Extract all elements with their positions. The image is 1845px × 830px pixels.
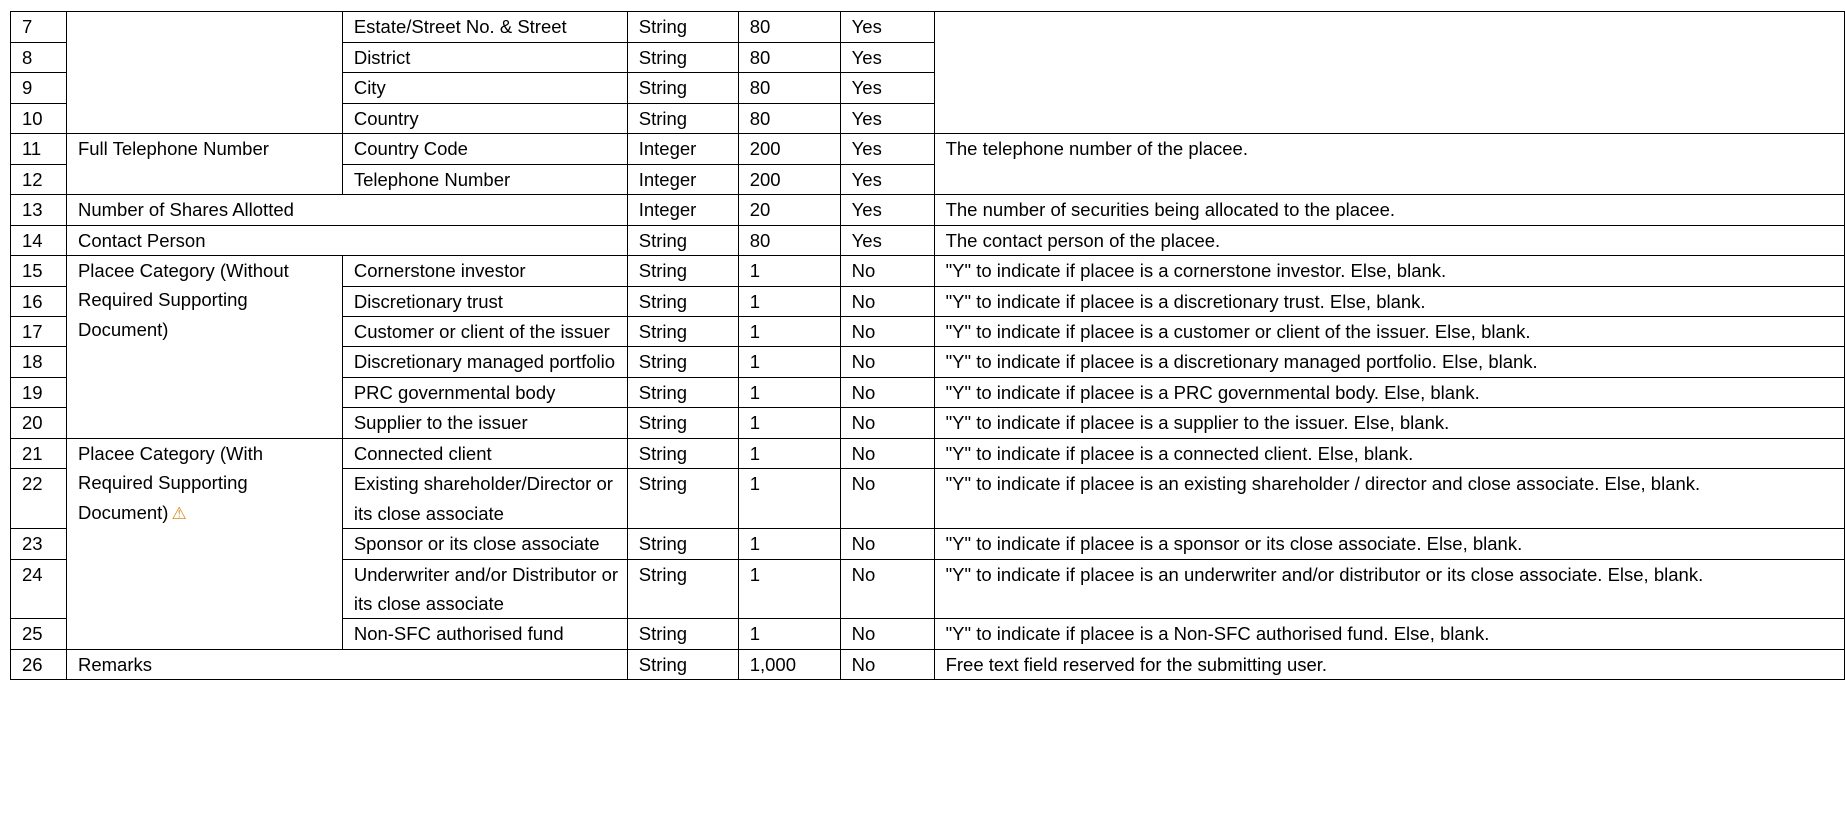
description: The contact person of the placee.: [934, 225, 1844, 256]
mandatory: No: [840, 256, 934, 287]
field-name: Placee Category (Without Required Supporting Document): [66, 256, 342, 439]
subfield-name: Country: [342, 103, 627, 134]
description: "Y" to indicate if placee is a sponsor or its close associate. Else, blank.: [934, 529, 1844, 559]
mandatory: No: [840, 286, 934, 317]
row-number: 13: [11, 195, 67, 226]
row-number: 9: [11, 73, 67, 104]
mandatory: Yes: [840, 42, 934, 73]
subfield-name: Non-SFC authorised fund: [342, 619, 627, 650]
description: "Y" to indicate if placee is a supplier to the issuer. Else, blank.: [934, 408, 1844, 439]
description: "Y" to indicate if placee is a PRC governmental body. Else, blank.: [934, 377, 1844, 408]
description: "Y" to indicate if placee is a connected client. Else, blank.: [934, 438, 1844, 469]
description: "Y" to indicate if placee is an underwriter and/or distributor or its close associate. Else, blank.: [934, 559, 1844, 619]
mandatory: Yes: [840, 73, 934, 104]
mandatory: No: [840, 559, 934, 619]
subfield-name: Sponsor or its close associate: [342, 529, 627, 559]
max-length: 1: [738, 317, 840, 347]
data-type: String: [627, 559, 738, 619]
field-name: Placee Category (With Required Supporting Document): [77, 442, 264, 523]
data-type: String: [627, 469, 738, 529]
data-type: String: [627, 408, 738, 439]
subfield-name: Discretionary managed portfolio: [342, 347, 627, 377]
row-number: 15: [11, 256, 67, 287]
max-length: 1: [738, 438, 840, 469]
description: "Y" to indicate if placee is a customer or client of the issuer. Else, blank.: [934, 317, 1844, 347]
max-length: 20: [738, 195, 840, 226]
subfield-name: Telephone Number: [342, 164, 627, 195]
data-type: String: [627, 438, 738, 469]
field-name-cell: [66, 438, 342, 649]
max-length: 1: [738, 559, 840, 619]
subfield-name: Discretionary trust: [342, 286, 627, 317]
table-row: [11, 225, 1845, 256]
mandatory: No: [840, 438, 934, 469]
mandatory: No: [840, 469, 934, 529]
max-length: 1: [738, 256, 840, 287]
description: "Y" to indicate if placee is an existing shareholder / director and close associate. Else, blank.: [934, 469, 1844, 529]
table-row: [11, 438, 1845, 469]
max-length: 1: [738, 529, 840, 559]
mandatory: No: [840, 408, 934, 439]
table-row: [11, 649, 1845, 680]
description: "Y" to indicate if placee is a Non-SFC authorised fund. Else, blank.: [934, 619, 1844, 650]
row-number: 16: [11, 286, 67, 317]
mandatory: Yes: [840, 12, 934, 43]
data-type: String: [627, 529, 738, 559]
row-number: 8: [11, 42, 67, 73]
row-number: 7: [11, 12, 67, 43]
table-row: [11, 256, 1845, 287]
warning-icon: ⚠: [171, 503, 187, 523]
field-spec-table: [10, 11, 1845, 680]
subfield-name: Estate/Street No. & Street: [342, 12, 627, 43]
data-type: String: [627, 619, 738, 650]
max-length: 80: [738, 225, 840, 256]
subfield-name: Country Code: [342, 134, 627, 165]
max-length: 1,000: [738, 649, 840, 680]
mandatory: No: [840, 529, 934, 559]
description: The number of securities being allocated to the placee.: [934, 195, 1844, 226]
table-row: [11, 195, 1845, 226]
row-number: 11: [11, 134, 67, 165]
max-length: 80: [738, 42, 840, 73]
max-length: 80: [738, 73, 840, 104]
max-length: 1: [738, 469, 840, 529]
description: "Y" to indicate if placee is a discretionary managed portfolio. Else, blank.: [934, 347, 1844, 377]
subfield-name: Customer or client of the issuer: [342, 317, 627, 347]
mandatory: No: [840, 377, 934, 408]
data-type: String: [627, 317, 738, 347]
description: "Y" to indicate if placee is a discretionary trust. Else, blank.: [934, 286, 1844, 317]
field-name: Remarks: [66, 649, 627, 680]
mandatory: Yes: [840, 225, 934, 256]
mandatory: No: [840, 347, 934, 377]
data-type: String: [627, 42, 738, 73]
row-number: 14: [11, 225, 67, 256]
data-type: String: [627, 286, 738, 317]
max-length: 1: [738, 286, 840, 317]
description-cell: [934, 12, 1844, 134]
description: The telephone number of the placee.: [934, 134, 1844, 195]
table-row: [11, 134, 1845, 165]
mandatory: Yes: [840, 134, 934, 165]
description: "Y" to indicate if placee is a cornerstone investor. Else, blank.: [934, 256, 1844, 287]
max-length: 200: [738, 134, 840, 165]
row-number: 10: [11, 103, 67, 134]
row-number: 25: [11, 619, 67, 650]
row-number: 26: [11, 649, 67, 680]
data-type: String: [627, 73, 738, 104]
table-row: [11, 12, 1845, 43]
data-type: Integer: [627, 134, 738, 165]
data-type: String: [627, 103, 738, 134]
subfield-name: Cornerstone investor: [342, 256, 627, 287]
max-length: 1: [738, 347, 840, 377]
row-number: 18: [11, 347, 67, 377]
description: Free text field reserved for the submitting user.: [934, 649, 1844, 680]
field-name: Full Telephone Number: [66, 134, 342, 195]
max-length: 1: [738, 619, 840, 650]
data-type: Integer: [627, 164, 738, 195]
data-type: String: [627, 377, 738, 408]
subfield-name: City: [342, 73, 627, 104]
data-type: String: [627, 649, 738, 680]
mandatory: Yes: [840, 103, 934, 134]
row-number: 22: [11, 469, 67, 529]
max-length: 1: [738, 408, 840, 439]
mandatory: Yes: [840, 195, 934, 226]
data-type: Integer: [627, 195, 738, 226]
row-number: 23: [11, 529, 67, 559]
data-type: String: [627, 347, 738, 377]
subfield-name: Existing shareholder/Director or its close associate: [342, 469, 627, 529]
subfield-name: Connected client: [342, 438, 627, 469]
subfield-name: Supplier to the issuer: [342, 408, 627, 439]
max-length: 200: [738, 164, 840, 195]
subfield-name: District: [342, 42, 627, 73]
mandatory: No: [840, 649, 934, 680]
mandatory: No: [840, 619, 934, 650]
field-name-cell: [66, 12, 342, 134]
row-number: 12: [11, 164, 67, 195]
row-number: 24: [11, 559, 67, 619]
mandatory: No: [840, 317, 934, 347]
data-type: String: [627, 12, 738, 43]
field-name: Contact Person: [66, 225, 627, 256]
mandatory: Yes: [840, 164, 934, 195]
row-number: 17: [11, 317, 67, 347]
data-type: String: [627, 225, 738, 256]
field-name: Number of Shares Allotted: [66, 195, 627, 226]
row-number: 19: [11, 377, 67, 408]
subfield-name: Underwriter and/or Distributor or its close associate: [342, 559, 627, 619]
row-number: 21: [11, 438, 67, 469]
data-type: String: [627, 256, 738, 287]
row-number: 20: [11, 408, 67, 439]
max-length: 80: [738, 103, 840, 134]
max-length: 1: [738, 377, 840, 408]
max-length: 80: [738, 12, 840, 43]
subfield-name: PRC governmental body: [342, 377, 627, 408]
